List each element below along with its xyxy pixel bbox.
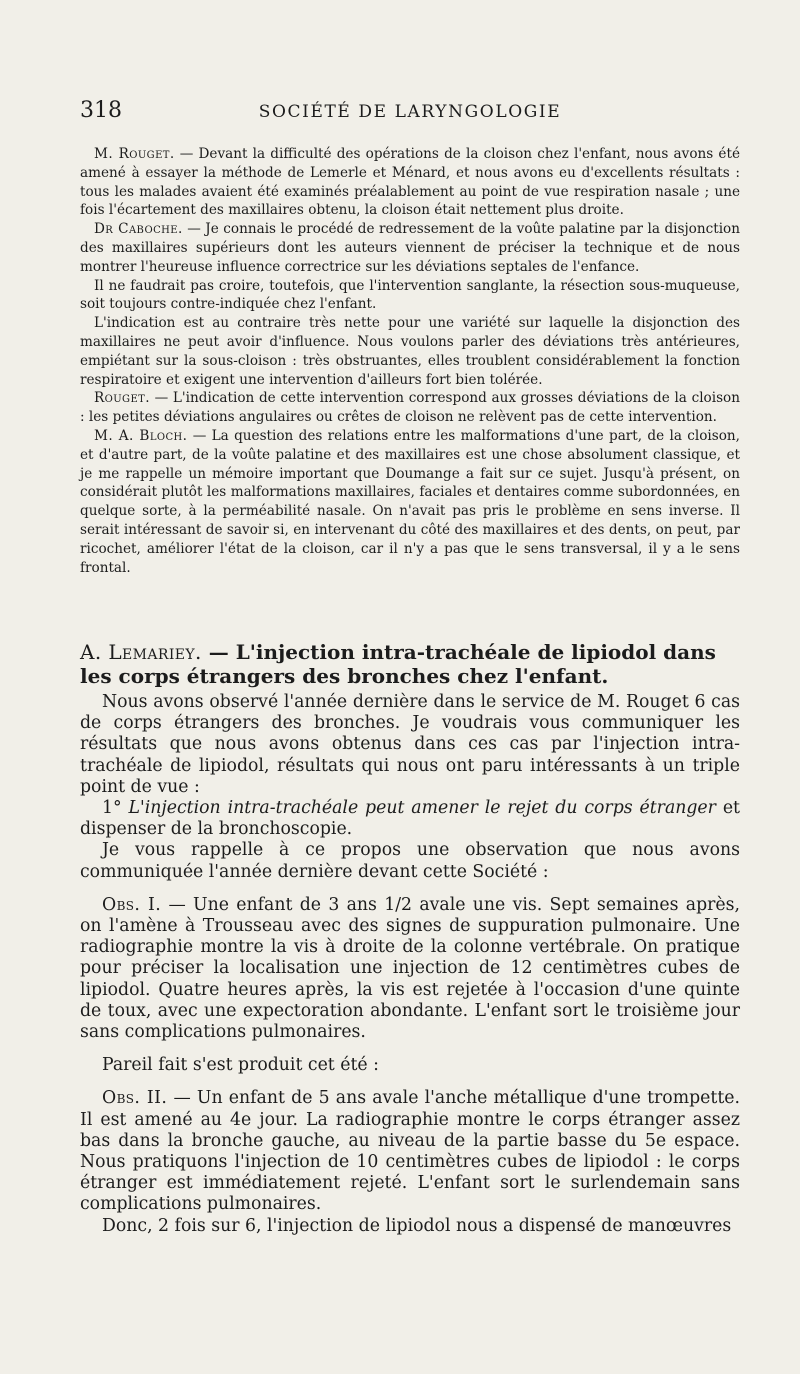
observation-label: Obs. II. — [102, 1088, 168, 1109]
article-author: A. Lemariey. — [80, 640, 202, 664]
body-paragraph: Donc, 2 fois sur 6, l'injection de lipiodol nous a dispensé de manœuvres — [102, 1215, 732, 1236]
speaker-name: Rouget. — [94, 390, 150, 407]
speaker-name: Dr Caboche. — [94, 221, 183, 238]
article-title — [80, 640, 740, 688]
discussion-section — [80, 145, 740, 577]
body-paragraph: Je vous rappelle à ce propos une observation que nous avons communiquée l'année dernière devant cette Société : — [80, 840, 740, 882]
page-header — [80, 98, 740, 132]
article-body — [80, 692, 740, 1237]
speaker-name: M. A. Bloch. — [94, 427, 188, 444]
body-paragraph: Nous avons observé l'année dernière dans le service de M. Rouget 6 cas de corps étrangers des bronches. Je voudrais vous communiquer les résultats que nous avons obtenus dans ces cas par l'injection intra-trachéale de lipiodol, résultats qui nous ont paru intéressants à un triple point de vue : — [80, 692, 740, 797]
observation-paragraph: Obs. II. — Un enfant de 5 ans avale l'anche métallique d'une trompette. Il est amené au 4e jour. La radiographie montre le corps étranger assez bas dans la bronche gauche, au niveau de la partie basse du 5e espace. Nous pratiquons l'injection de 10 centimètres cubes de lipiodol : le corps étranger est immédiatement rejeté. L'enfant sort le surlendemain sans complications pulmonaires. — [80, 1088, 740, 1215]
discussion-paragraph: L'indication est au contraire très nette pour une variété sur laquelle la disjonction des maxillaires ne peut avoir d'influence. Nous voulons parler des déviations très antérieures, empiétant sur la sous-cloison : très obstruantes, elles troublent considérablement la fonction respiratoire et exigent une intervention d'ailleurs fort bien tolérée. — [80, 315, 740, 388]
page-number: 318 — [80, 98, 122, 123]
speaker-name: M. Rouget. — [94, 146, 175, 162]
body-paragraph: Pareil fait s'est produit cet été : — [102, 1055, 379, 1076]
body-paragraph: 1° L'injection intra-trachéale peut amener le rejet du corps étranger et dispenser de la bronchoscopie. — [80, 798, 740, 840]
running-title: SOCIÉTÉ DE LARYNGOLOGIE — [258, 102, 562, 122]
discussion-paragraph: M. Rouget. — Devant la difficulté des opérations de la cloison chez l'enfant, nous avons été amené à essayer la méthode de Lemerle et Ménard, et nous avons eu d'excellents résultats : tous les malades avaient été examinés préalablement au point de vue respiration nasale ; une fois l'écartement des maxillaires obtenu, la cloison était nettement plus droite. — [80, 146, 740, 219]
observation-paragraph: Obs. I. — Une enfant de 3 ans 1/2 avale une vis. Sept semaines après, on l'amène à Trousseau avec des signes de suppuration pulmonaire. Une radiographie montre la vis à droite de la colonne vertébrale. On pratique pour préciser la localisation une injection de 12 centimètres cubes de lipiodol. Quatre heures après, la vis est rejetée à l'occasion d'une quinte de toux, avec une expectoration abondante. L'enfant sort le troisième jour sans complications pulmonaires. — [80, 894, 740, 1043]
discussion-paragraph: M. A. Bloch. — La question des relations entre les malformations d'une part, de la cloison, et d'autre part, de la voûte palatine et des maxillaires est une chose absolument classique, et je me rappelle un mémoire important que Doumange a fait sur ce sujet. Jusqu'à présent, on considérait plutôt les malformations maxillaires, faciales et dentaires comme subordonnées, en quelque sorte, à la perméabilité nasale. On n'avait pas pris le problème en sens inverse. Il serait intéressant de savoir si, en intervenant du côté des maxillaires et des dents, on peut, par ricochet, améliorer l'état de la cloison, car il n'y a pas que le sens transversal, il y a le sens frontal. — [80, 427, 740, 576]
discussion-paragraph: Dr Caboche. — Je connais le procédé de redressement de la voûte palatine par la disjonction des maxillaires supérieurs dont les auteurs viennent de préciser la technique et de nous montrer l'heureuse influence correctrice sur les déviations septales de l'enfance. — [80, 221, 740, 275]
discussion-paragraph: Il ne faudrait pas croire, toutefois, que l'intervention sanglante, la résection sous-muqueuse, soit toujours contre-indiquée chez l'enfant. — [80, 277, 740, 313]
article-title-text: — L'injection intra-trachéale de lipiodol dans les corps étrangers des bronches chez l'enfant. — [80, 640, 716, 688]
discussion-paragraph: Rouget. — L'indication de cette intervention correspond aux grosses déviations de la cloison : les petites déviations angulaires ou crêtes de cloison ne relèvent pas de cette intervention. — [80, 390, 740, 426]
observation-label: Obs. I. — [102, 894, 162, 915]
